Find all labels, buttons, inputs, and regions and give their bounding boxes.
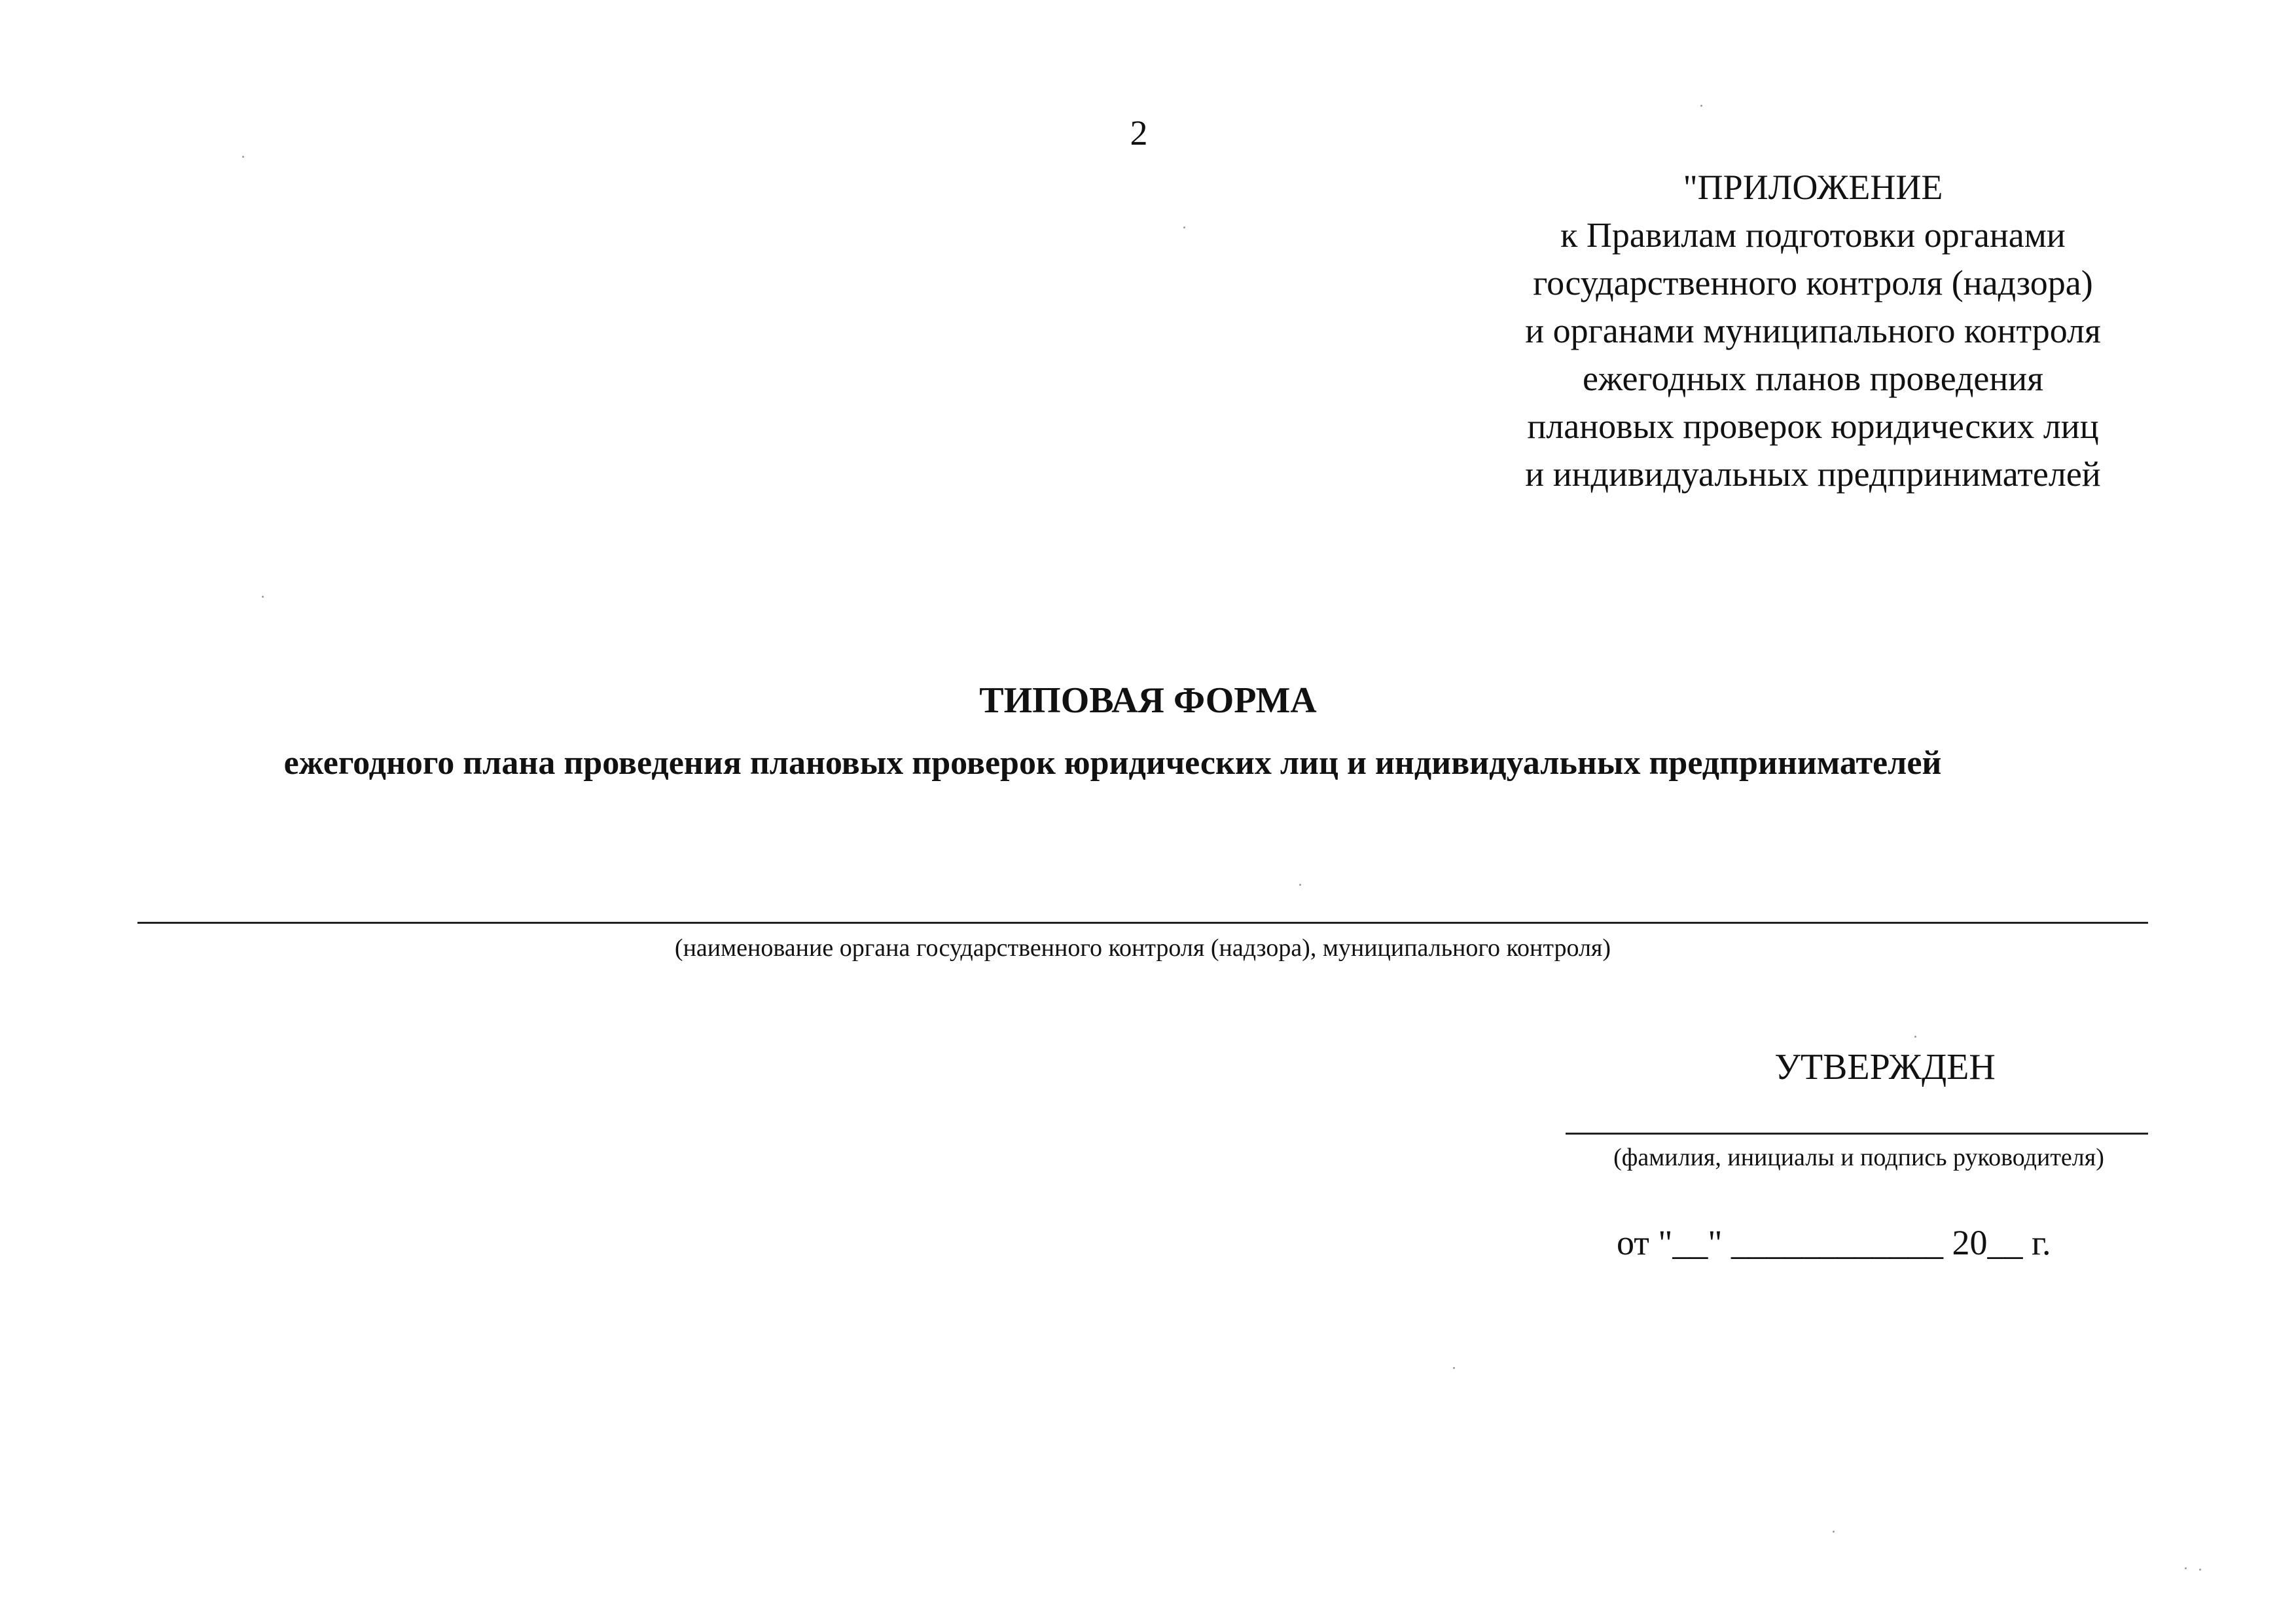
appendix-block — [1427, 164, 2199, 498]
org-name-field-line — [137, 922, 2148, 924]
signature-field-line — [1566, 1133, 2148, 1135]
appendix-line: ежегодных планов проведения — [1582, 359, 2044, 398]
approval-date-line: от "__" ____________ 20__ г. — [1617, 1223, 2051, 1262]
scan-speck — [2199, 1569, 2201, 1571]
scan-speck — [1183, 227, 1185, 228]
org-name-caption: (наименование органа государственного контроля (надзора), муниципального контроля) — [674, 934, 1611, 962]
scan-speck — [1914, 1036, 1916, 1038]
approved-label: УТВЕРЖДЕН — [1774, 1047, 1996, 1087]
scan-speck — [1299, 884, 1301, 886]
scan-speck — [242, 156, 244, 158]
scan-speck — [262, 596, 264, 598]
signature-caption: (фамилия, инициалы и подпись руководителя) — [1613, 1144, 2104, 1171]
appendix-line: и индивидуальных предпринимателей — [1525, 454, 2101, 494]
scan-speck — [2185, 1567, 2187, 1569]
form-subtitle: ежегодного плана проведения плановых проверок юридических лиц и индивидуальных предпринимателей — [283, 744, 1942, 782]
form-title: ТИПОВАЯ ФОРМА — [979, 680, 1317, 721]
scan-speck — [1453, 1367, 1455, 1369]
scan-speck — [1833, 1531, 1835, 1533]
appendix-line: плановых проверок юридических лиц — [1527, 407, 2099, 446]
appendix-heading: "ПРИЛОЖЕНИЕ — [1683, 168, 1943, 207]
page-number: 2 — [1130, 113, 1148, 153]
appendix-line: к Правилам подготовки органами — [1560, 215, 2066, 255]
scan-speck — [1700, 105, 1702, 107]
appendix-line: и органами муниципального контроля — [1525, 311, 2101, 350]
appendix-line: государственного контроля (надзора) — [1533, 263, 2093, 302]
